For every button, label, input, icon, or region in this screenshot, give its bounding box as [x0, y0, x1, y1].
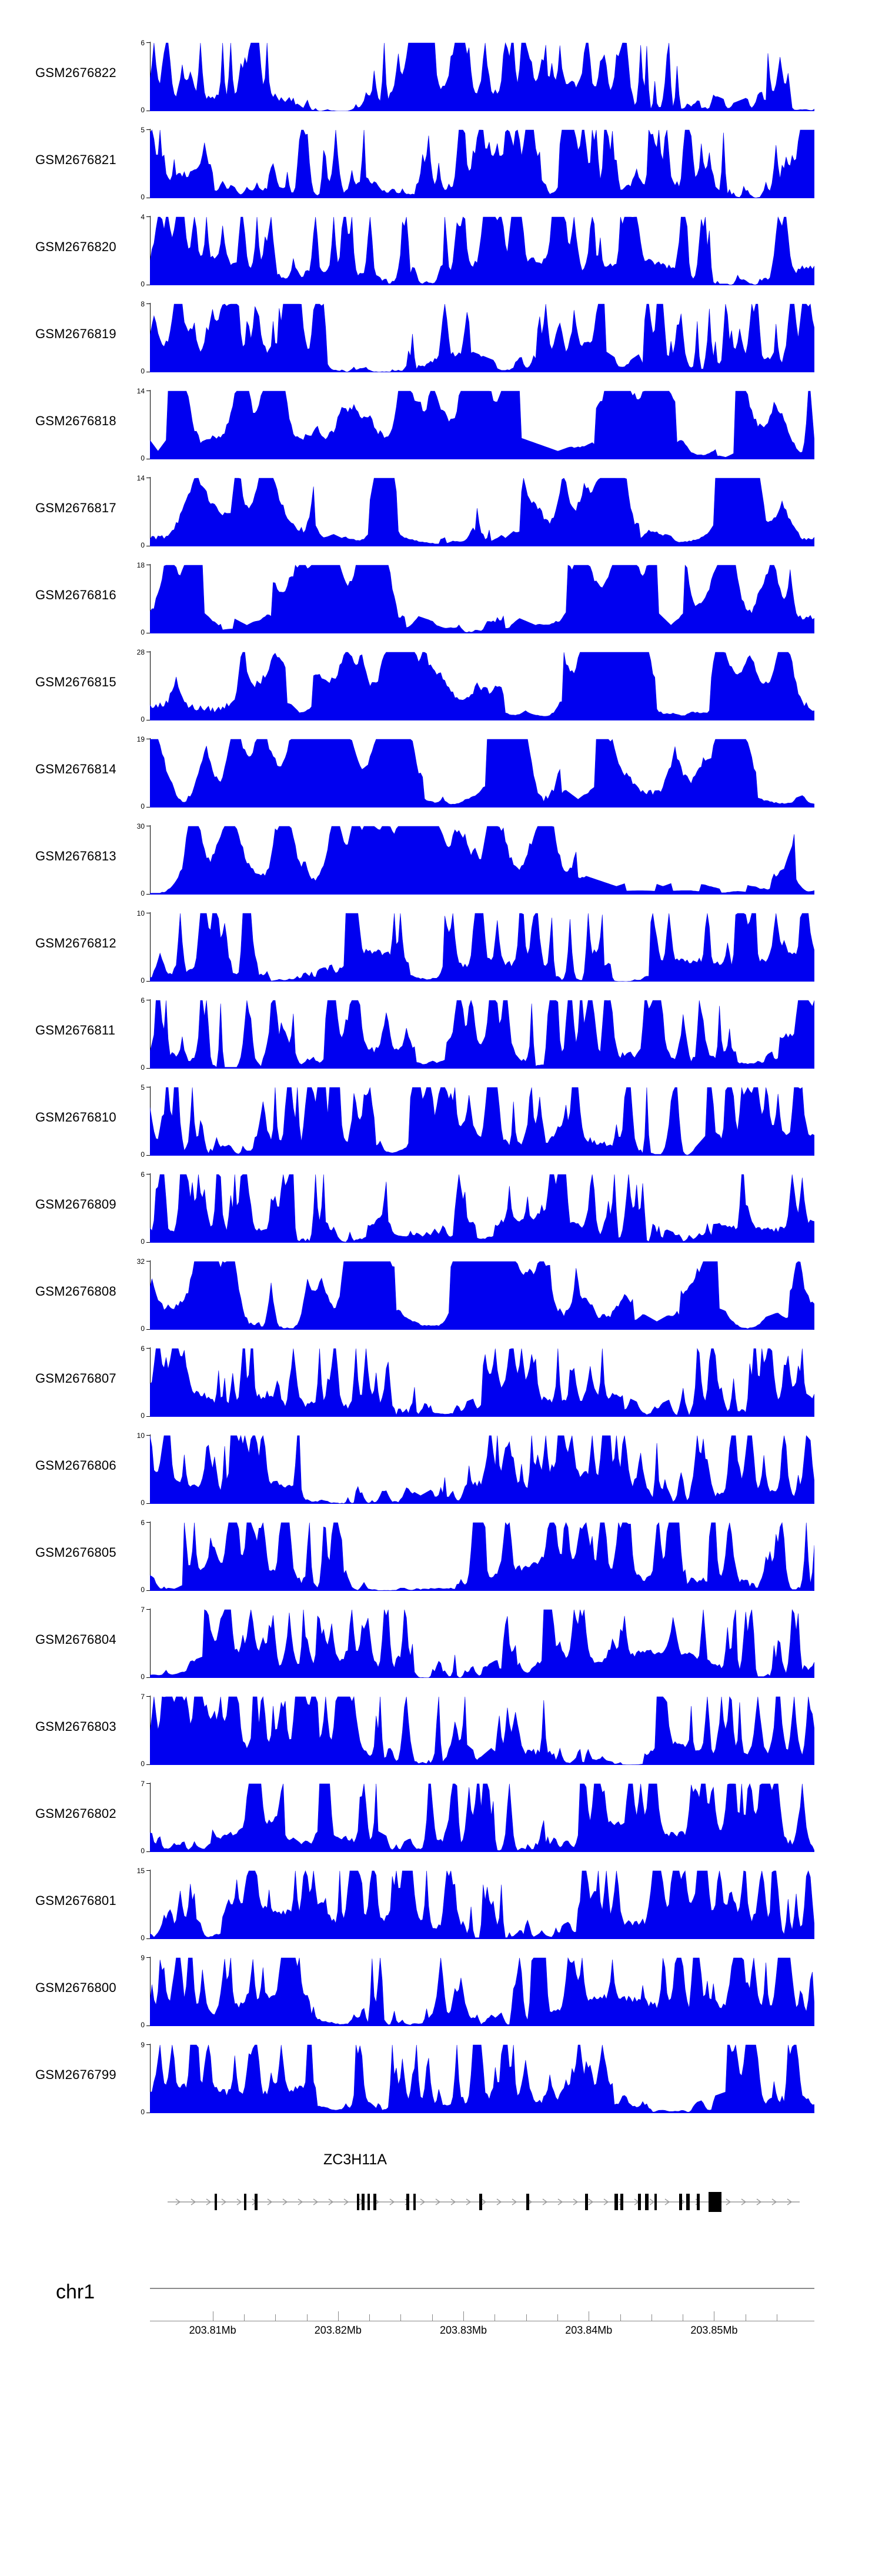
y-axis-tick-label: 0	[141, 1324, 145, 1333]
track-plot	[136, 909, 814, 985]
track-plot	[136, 735, 814, 810]
y-axis-tick-label: 15	[136, 1867, 145, 1875]
chromosome-axis	[150, 2288, 814, 2341]
coverage-area-svg	[150, 1957, 814, 2026]
y-axis-tick-label: 0	[141, 976, 145, 985]
y-axis-tick-label: 0	[141, 106, 145, 114]
y-axis-tick-label: 9	[141, 1954, 145, 1962]
track-plot	[141, 300, 814, 375]
exon-box	[614, 2194, 618, 2210]
exon-box	[413, 2194, 416, 2210]
y-axis-tick-label: 5	[141, 126, 145, 134]
coverage-area-svg	[150, 651, 814, 720]
track-plot	[141, 996, 814, 1072]
y-axis-tick-label: 0	[141, 541, 145, 549]
y-axis-tick-label: 0	[141, 1847, 145, 1855]
y-axis-tick-label: 0	[141, 193, 145, 201]
track-label: GSM2676803	[35, 1719, 116, 1734]
exon-box	[368, 2194, 370, 2210]
coverage-area-svg	[150, 1086, 814, 1156]
coverage-area-svg	[150, 1260, 814, 1330]
gene-name-text: ZC3H11A	[323, 2151, 387, 2168]
coverage-area-svg	[150, 1521, 814, 1591]
y-axis-tick-label: 14	[136, 387, 145, 395]
exon-box	[244, 2194, 246, 2210]
gene-model-panel	[0, 2147, 882, 2247]
track-plot	[141, 1344, 814, 1420]
y-axis-tick-label: 6	[141, 39, 145, 47]
track-plot	[136, 648, 814, 723]
track-label: GSM2676808	[35, 1284, 116, 1299]
axis-tick-label: 203.81Mb	[189, 2324, 236, 2336]
track-label: GSM2676810	[35, 1110, 116, 1125]
y-axis-tick-label: 8	[141, 300, 145, 308]
track-plot	[141, 1954, 814, 2029]
y-axis-tick-label: 10	[136, 1432, 145, 1440]
axis-minor-tick	[400, 2314, 401, 2321]
y-axis-tick-label: 0	[141, 280, 145, 288]
axis-major-tick	[338, 2311, 339, 2321]
y-axis-tick-label: 0	[141, 1412, 145, 1420]
coverage-track	[0, 1512, 882, 1599]
track-label: GSM2676814	[35, 762, 116, 776]
axis-minor-tick	[369, 2314, 370, 2321]
y-axis-tick-label: 0	[141, 1673, 145, 1681]
axis-minor-tick	[620, 2314, 621, 2321]
exon-box	[654, 2194, 657, 2210]
y-axis-tick-label: 30	[136, 822, 145, 830]
y-axis-tick-label: 32	[136, 1257, 145, 1266]
axis-tick-label: 203.82Mb	[314, 2324, 362, 2336]
axis-tick-label: 203.83Mb	[439, 2324, 487, 2336]
coverage-track	[0, 1686, 882, 1773]
coverage-area-svg	[150, 1696, 814, 1765]
coverage-track	[0, 816, 882, 903]
track-plot	[136, 1867, 814, 1942]
coverage-track	[0, 32, 882, 119]
y-axis-tick-label: 0	[141, 1586, 145, 1594]
coverage-area-svg	[150, 129, 814, 198]
axis-major-tick	[463, 2311, 464, 2321]
track-plot	[141, 2041, 814, 2116]
axis-minor-tick	[432, 2314, 433, 2321]
track-label: GSM2676809	[35, 1197, 116, 1212]
coverage-track	[0, 206, 882, 293]
track-plot	[136, 561, 814, 636]
coverage-area-svg	[150, 216, 814, 285]
coverage-area-svg	[150, 825, 814, 895]
coverage-tracks	[0, 32, 882, 2121]
coverage-area-svg	[150, 1870, 814, 1939]
track-label: GSM2676801	[35, 1893, 116, 1908]
y-axis-tick-label: 5	[141, 1083, 145, 1092]
track-label: GSM2676812	[35, 936, 116, 950]
track-plot	[136, 387, 814, 462]
exon-box	[709, 2192, 721, 2212]
coverage-track	[0, 1599, 882, 1686]
y-axis-tick-label: 6	[141, 1519, 145, 1527]
track-plot	[136, 474, 814, 549]
track-label: GSM2676805	[35, 1545, 116, 1560]
y-axis-tick-label: 0	[141, 2108, 145, 2116]
y-axis-tick-label: 0	[141, 454, 145, 462]
track-label: GSM2676806	[35, 1458, 116, 1473]
coverage-track	[0, 381, 882, 468]
coverage-track	[0, 903, 882, 990]
track-label: GSM2676822	[35, 65, 116, 80]
track-plot	[136, 822, 814, 897]
track-label: GSM2676807	[35, 1371, 116, 1386]
track-plot	[141, 1083, 814, 1159]
track-label: GSM2676817	[35, 500, 116, 515]
coverage-area-svg	[150, 738, 814, 807]
y-axis-tick-label: 0	[141, 1760, 145, 1768]
axis-tick-label: 203.84Mb	[565, 2324, 613, 2336]
exon-box	[373, 2194, 376, 2210]
coverage-area-svg	[150, 477, 814, 546]
y-axis-tick-label: 9	[141, 2041, 145, 2049]
track-label: GSM2676800	[35, 1980, 116, 1995]
track-plot	[141, 1519, 814, 1594]
coverage-area-svg	[150, 999, 814, 1069]
track-label: GSM2676799	[35, 2067, 116, 2082]
y-axis-tick-label: 0	[141, 1499, 145, 1507]
y-axis-tick-label: 14	[136, 474, 145, 482]
coverage-area-svg	[150, 1173, 814, 1243]
axis-minor-tick	[275, 2314, 276, 2321]
coverage-area-svg	[150, 303, 814, 372]
axis-minor-tick	[307, 2314, 308, 2321]
exon-box	[362, 2194, 365, 2210]
coverage-area-svg	[150, 1609, 814, 1678]
track-label: GSM2676815	[35, 675, 116, 689]
exon-box	[679, 2194, 682, 2210]
exon-box	[638, 2194, 641, 2210]
coverage-area-svg	[150, 390, 814, 459]
axis-tick-label: 203.85Mb	[690, 2324, 738, 2336]
track-plot	[141, 213, 814, 288]
coverage-track	[0, 1164, 882, 1251]
track-label: GSM2676811	[35, 1023, 116, 1037]
exon-box	[215, 2194, 217, 2210]
y-axis-tick-label: 4	[141, 213, 145, 221]
coverage-track	[0, 119, 882, 206]
coverage-track	[0, 1947, 882, 2034]
y-axis-tick-label: 19	[136, 735, 145, 743]
track-plot	[141, 1606, 814, 1681]
coverage-track	[0, 293, 882, 381]
track-label: GSM2676820	[35, 239, 116, 254]
exon-box	[406, 2194, 409, 2210]
coverage-track	[0, 1860, 882, 1947]
track-plot	[141, 1780, 814, 1855]
exon-box	[645, 2194, 649, 2210]
axis-minor-tick	[557, 2314, 558, 2321]
track-plot	[141, 1170, 814, 1246]
coverage-track	[0, 642, 882, 729]
track-label: GSM2676816	[35, 588, 116, 602]
axis-line-top	[150, 2288, 814, 2289]
exon-box	[585, 2194, 588, 2210]
coverage-track	[0, 1338, 882, 1425]
y-axis-tick-label: 6	[141, 1170, 145, 1179]
y-axis-tick-label: 0	[141, 1934, 145, 1942]
y-axis-tick-label: 0	[141, 1150, 145, 1159]
y-axis-tick-label: 7	[141, 1780, 145, 1788]
coverage-area-svg	[150, 1434, 814, 1504]
y-axis-tick-label: 0	[141, 889, 145, 897]
track-label: GSM2676804	[35, 1632, 116, 1647]
coverage-track	[0, 1251, 882, 1338]
coverage-track	[0, 2034, 882, 2121]
track-plot	[136, 1257, 814, 1333]
coverage-area-svg	[150, 42, 814, 111]
coverage-track	[0, 729, 882, 816]
y-axis-tick-label: 0	[141, 628, 145, 636]
coverage-area-svg	[150, 564, 814, 633]
exon-box	[479, 2194, 482, 2210]
track-plot	[141, 39, 814, 114]
axis-minor-tick	[526, 2314, 527, 2321]
y-axis-tick-label: 0	[141, 802, 145, 810]
track-label: GSM2676819	[35, 326, 116, 341]
coverage-area-svg	[150, 1347, 814, 1417]
track-plot	[141, 1693, 814, 1768]
coverage-area-svg	[150, 1783, 814, 1852]
axis-minor-tick	[244, 2314, 245, 2321]
coverage-track	[0, 1077, 882, 1164]
y-axis-tick-label: 0	[141, 1237, 145, 1246]
chromosome-axis-panel	[0, 2270, 882, 2388]
coverage-track	[0, 1425, 882, 1512]
y-axis-tick-label: 10	[136, 909, 145, 917]
chromosome-label: chr1	[56, 2281, 95, 2303]
exon-box	[697, 2194, 700, 2210]
track-label: GSM2676818	[35, 413, 116, 428]
exon-box	[620, 2194, 623, 2210]
coverage-track	[0, 1773, 882, 1860]
track-plot	[141, 126, 814, 201]
coverage-area-svg	[150, 2044, 814, 2113]
coverage-track	[0, 555, 882, 642]
y-axis-tick-label: 0	[141, 2021, 145, 2029]
y-axis-tick-label: 0	[141, 715, 145, 723]
coverage-track	[0, 468, 882, 555]
y-axis-tick-label: 6	[141, 1344, 145, 1353]
y-axis-tick-label: 7	[141, 1606, 145, 1614]
coverage-area-svg	[150, 912, 814, 982]
track-plot	[136, 1432, 814, 1507]
gene-model-svg	[150, 2177, 814, 2224]
coverage-track	[0, 990, 882, 1077]
y-axis-tick-label: 6	[141, 996, 145, 1005]
track-label: GSM2676821	[35, 152, 116, 167]
y-axis-tick-label: 18	[136, 561, 145, 569]
exon-box	[526, 2194, 529, 2210]
y-axis-tick-label: 28	[136, 648, 145, 656]
track-label: GSM2676813	[35, 849, 116, 863]
track-label: GSM2676802	[35, 1806, 116, 1821]
y-axis-tick-label: 7	[141, 1693, 145, 1701]
exon-box	[357, 2194, 359, 2210]
exon-box	[255, 2194, 258, 2210]
y-axis-tick-label: 0	[141, 367, 145, 375]
y-axis-tick-label: 0	[141, 1063, 145, 1072]
exon-box	[686, 2194, 690, 2210]
gene-label	[150, 2151, 814, 2168]
